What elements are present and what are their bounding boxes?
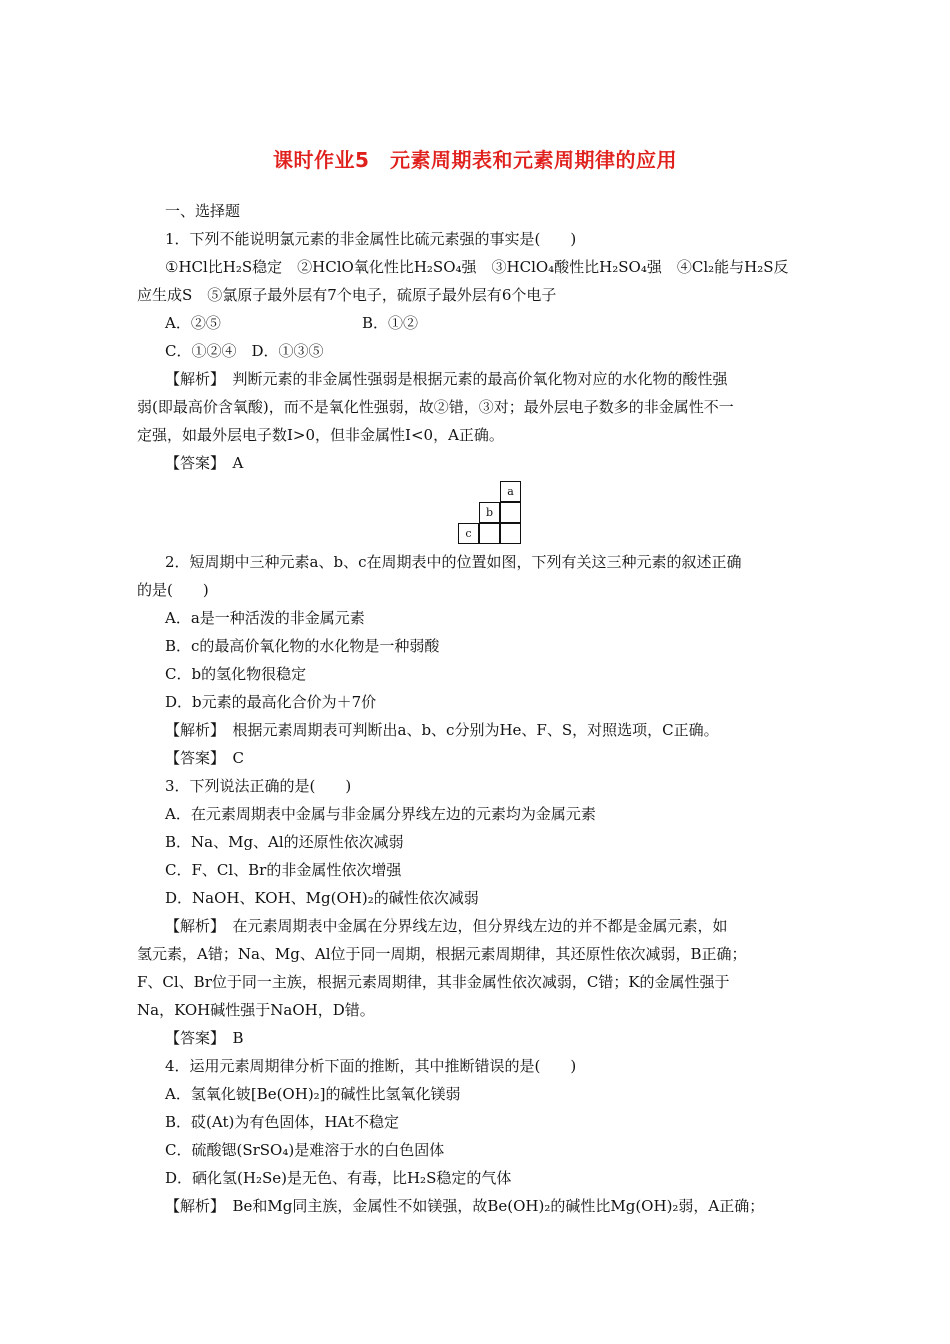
q4-stem: 4．运用元素周期律分析下面的推断，其中推断错误的是( ) [165, 1057, 577, 1075]
q3-analysis [165, 912, 845, 940]
q1-option-b: B．①② [362, 314, 419, 332]
q3-analysis-line2: 氢元素，A错；Na、Mg、Al位于同一周期，根据元素周期律，其还原性依次减弱，B正确； [137, 945, 747, 963]
cell-a: a [500, 481, 521, 502]
q1-analysis-line3: 定强，如最外层电子数I>0，但非金属性I<0，A正确。 [137, 426, 504, 444]
q2-option-b: B．c的最高价氧化物的水化物是一种弱酸 [165, 637, 440, 655]
q2-option-d: D．b元素的最高化合价为＋7价 [165, 693, 377, 711]
q1-analysis-text: 判断元素的非金属性强弱是根据元素的最高价氧化物对应的水化物的酸性强 [217, 370, 728, 388]
cell-empty [500, 502, 521, 523]
q4-analysis [165, 1192, 845, 1220]
q3-stem: 3．下列说法正确的是( ) [165, 777, 352, 795]
q2-stem-line2: 的是( ) [137, 581, 209, 599]
q4-option-a: A．氢氧化铍[Be(OH)₂]的碱性比氢氧化镁弱 [165, 1085, 461, 1103]
q3-answer [165, 1024, 845, 1052]
q1-answer-value: A [217, 454, 244, 472]
q4-option-d: D．硒化氢(H₂Se)是无色、有毒，比H₂S稳定的气体 [165, 1169, 512, 1187]
q3-option-d: D．NaOH、KOH、Mg(OH)₂的碱性依次减弱 [165, 889, 479, 907]
q3-option-a: A．在元素周期表中金属与非金属分界线左边的元素均为金属元素 [165, 805, 596, 823]
section-heading: 一、选择题 [165, 202, 241, 220]
q1-analysis [165, 365, 845, 393]
analysis-tag: 【解析】 [165, 721, 218, 739]
cell-c: c [458, 523, 479, 544]
q2-option-a: A．a是一种活泼的非金属元素 [165, 609, 365, 627]
q2-analysis-text: 根据元素周期表可判断出a、b、c分别为He、F、S，对照选项，C正确。 [217, 721, 719, 739]
q2-option-c: C．b的氢化物很稳定 [165, 665, 307, 683]
q3-option-b: B．Na、Mg、Al的还原性依次减弱 [165, 833, 404, 851]
analysis-tag: 【解析】 [165, 917, 218, 935]
cell-empty [500, 523, 521, 544]
q3-analysis-text: 在元素周期表中金属在分界线左边，但分界线左边的并不都是金属元素，如 [217, 917, 728, 935]
q2-stem: 2．短周期中三种元素a、b、c在周期表中的位置如图，下列有关这三种元素的叙述正确 [165, 553, 742, 571]
q4-option-c: C．硫酸锶(SrSO₄)是难溶于水的白色固体 [165, 1141, 445, 1159]
analysis-tag: 【解析】 [165, 1197, 218, 1215]
q3-answer-value: B [217, 1029, 244, 1047]
answer-tag: 【答案】 [165, 1029, 218, 1047]
q2-answer [165, 744, 845, 772]
answer-tag: 【答案】 [165, 454, 218, 472]
cell-b: b [479, 502, 500, 523]
q3-option-c: C．F、Cl、Br的非金属性依次增强 [165, 861, 402, 879]
q4-analysis-text: Be和Mg同主族，金属性不如镁强，故Be(OH)₂的碱性比Mg(OH)₂弱，A正确； [217, 1197, 765, 1215]
q3-analysis-line4: Na，KOH碱性强于NaOH，D错。 [137, 1001, 375, 1019]
analysis-tag: 【解析】 [165, 370, 218, 388]
q1-option-cd: C．①②④ D．①③⑤ [165, 342, 324, 360]
q4-option-b: B．砹(At)为有色固体，HAt不稳定 [165, 1113, 400, 1131]
cell-empty [479, 523, 500, 544]
page-title: 课时作业5 元素周期表和元素周期律的应用 [273, 148, 677, 172]
periodic-table-figure [458, 481, 524, 544]
q1-items-line2: 应生成S ⑤氯原子最外层有7个电子，硫原子最外层有6个电子 [137, 286, 557, 304]
q1-answer [165, 449, 845, 477]
q1-stem: 1．下列不能说明氯元素的非金属性比硫元素强的事实是( ) [165, 230, 577, 248]
q3-analysis-line3: F、Cl、Br位于同一主族，根据元素周期律，其非金属性依次减弱，C错；K的金属性强于 [137, 973, 730, 991]
q2-answer-value: C [217, 749, 244, 767]
q1-items-line1: ①HCl比H₂S稳定 ②HClO氧化性比H₂SO₄强 ③HClO₄酸性比H₂SO₄强 ④Cl₂能与H₂S反 [165, 258, 789, 276]
answer-tag: 【答案】 [165, 749, 218, 767]
q1-analysis-line2: 弱(即最高价含氧酸)，而不是氧化性强弱，故②错，③对；最外层电子数多的非金属性不一 [137, 398, 734, 416]
q1-option-a: A．②⑤ [165, 314, 221, 332]
q2-analysis [165, 716, 845, 744]
